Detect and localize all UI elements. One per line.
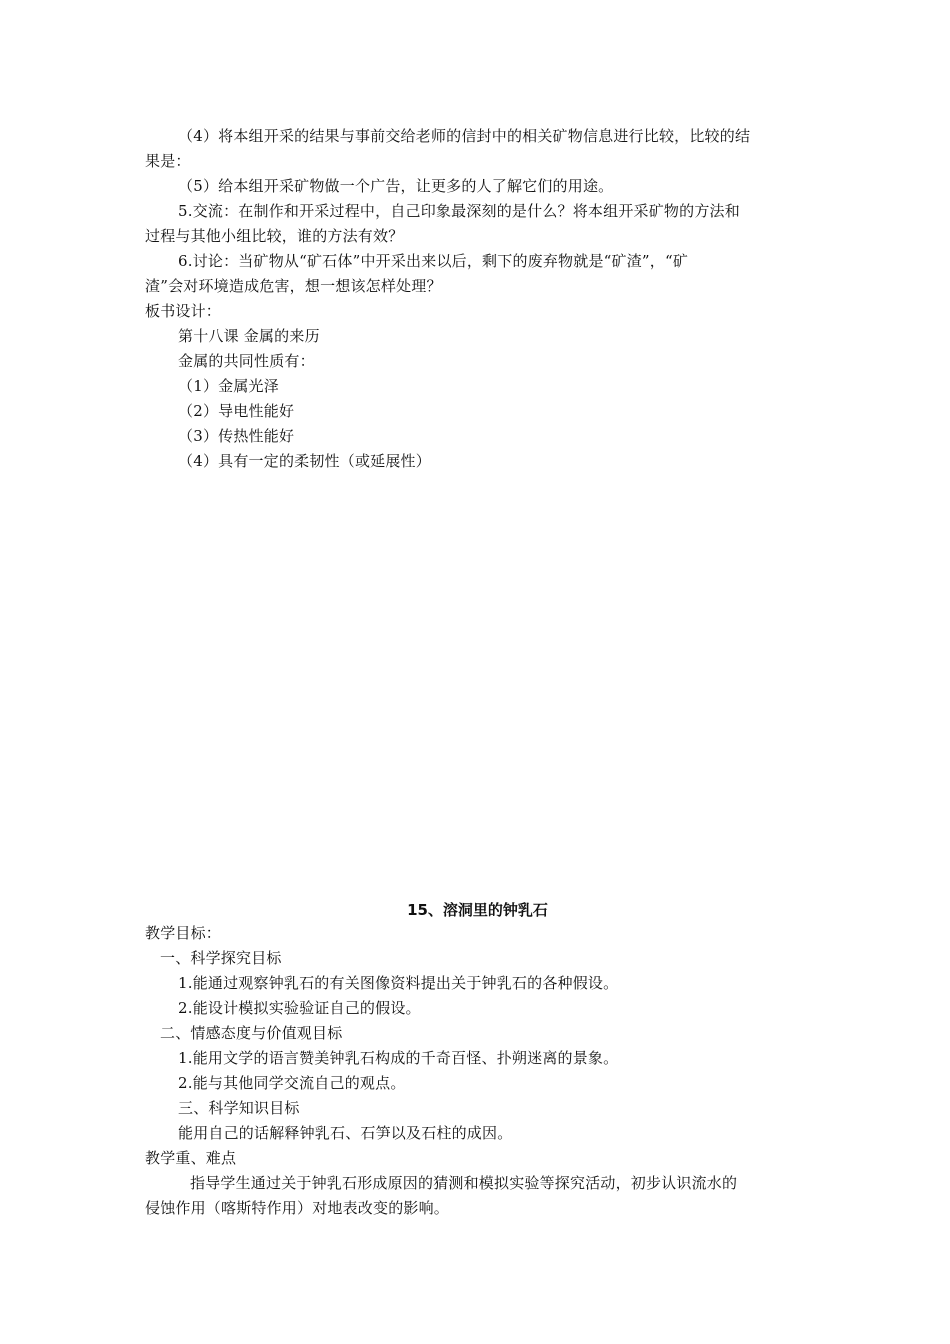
section-heading: 教学重、难点 (145, 1149, 237, 1167)
text-line: 果是： (145, 152, 191, 170)
list-item: 1.能通过观察钟乳石的有关图像资料提出关于钟乳石的各种假设。 (178, 974, 619, 992)
subsection-heading: 三、科学知识目标 (178, 1099, 300, 1117)
subsection-heading: 一、科学探究目标 (160, 949, 282, 967)
text-line: 侵蚀作用（喀斯特作用）对地表改变的影响。 (145, 1199, 450, 1217)
text-line: 指导学生通过关于钟乳石形成原因的猜测和模拟实验等探究活动，初步认识流水的 (190, 1174, 738, 1192)
section-heading: 板书设计： (145, 302, 222, 320)
text-line: 5.交流：在制作和开采过程中，自己印象最深刻的是什么？将本组开采矿物的方法和 (178, 202, 740, 220)
text-line: 渣”会对环境造成危害，想一想该怎样处理？ (145, 277, 442, 295)
list-item: 2.能与其他同学交流自己的观点。 (178, 1074, 406, 1092)
list-item: （3）传热性能好 (178, 427, 295, 445)
lesson-title: 15、溶洞里的钟乳石 (407, 901, 548, 919)
list-item: （4）具有一定的柔韧性（或延展性） (178, 452, 431, 470)
list-item: 2.能设计模拟实验验证自己的假设。 (178, 999, 421, 1017)
subsection-heading: 二、情感态度与价值观目标 (160, 1024, 343, 1042)
text-line: 金属的共同性质有： (178, 352, 315, 370)
list-item: 1.能用文学的语言赞美钟乳石构成的千奇百怪、扑朔迷离的景象。 (178, 1049, 619, 1067)
list-item: （2）导电性能好 (178, 402, 295, 420)
text-line: 过程与其他小组比较，谁的方法有效？ (145, 227, 404, 245)
text-line: 能用自己的话解释钟乳石、石笋以及石柱的成因。 (178, 1124, 513, 1142)
text-line: （4）将本组开采的结果与事前交给老师的信封中的相关矿物信息进行比较，比较的结 (178, 127, 751, 145)
section-heading: 教学目标： (145, 924, 222, 942)
text-line: （5）给本组开采矿物做一个广告，让更多的人了解它们的用途。 (178, 177, 614, 195)
text-line: 6.讨论：当矿物从“矿石体”中开采出来以后，剩下的废弃物就是“矿渣”，“矿 (178, 252, 689, 270)
list-item: （1）金属光泽 (178, 377, 279, 395)
text-line: 第十八课 金属的来历 (178, 327, 320, 345)
